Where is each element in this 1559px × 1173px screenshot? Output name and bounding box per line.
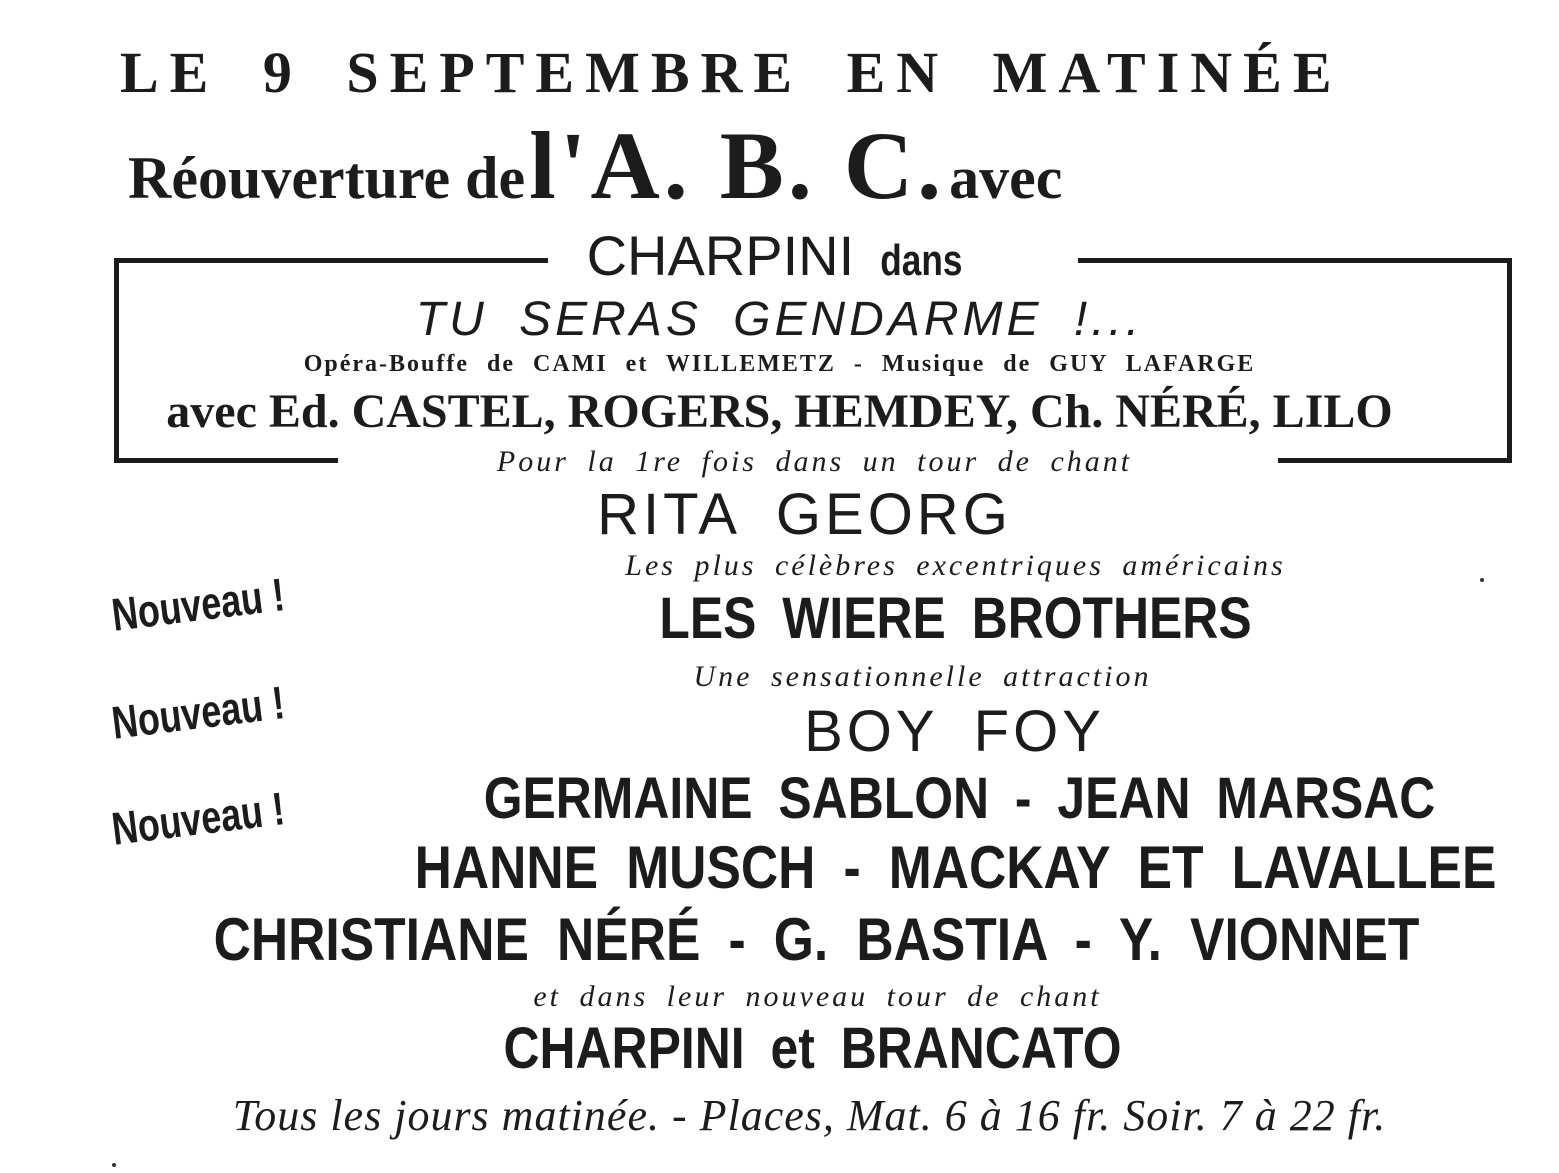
print-speck xyxy=(112,1163,116,1167)
venue-name: l'A. B. C. xyxy=(529,112,946,219)
act-row-2: HANNE MUSCH - MACKAY ET LAVALLEE xyxy=(414,834,1497,901)
act-charpini-brancato: CHARPINI et BRANCATO xyxy=(503,1016,1122,1081)
print-speck xyxy=(1480,578,1484,582)
act-boyfoy-description: Une sensationnelle attraction xyxy=(693,660,1152,693)
play-title: TU SERAS GENDARME !... xyxy=(415,293,1144,346)
nouveau-stamp: Nouveau ! xyxy=(108,676,288,749)
tour-intro: Pour la 1re fois dans un tour de chant xyxy=(496,445,1133,478)
featured-dans: dans xyxy=(879,236,963,285)
featured-performer-line xyxy=(0,224,1559,287)
act-row-1: GERMAINE SABLON - JEAN MARSAC xyxy=(483,766,1436,831)
play-cast: avec Ed. CASTEL, ROGERS, HEMDEY, Ch. NÉRÉ, LILO xyxy=(166,385,1393,438)
nouveau-stamp: Nouveau ! xyxy=(108,782,288,855)
prices-line: Tous les jours matinée. - Places, Mat. 6 à 16 fr. Soir. 7 à 22 fr. xyxy=(232,1091,1387,1140)
reopening-prefix: Réouverture de xyxy=(128,145,526,211)
act-wiere-brothers: LES WIERE BROTHERS xyxy=(659,586,1252,651)
headline: LE 9 SEPTEMBRE EN MATINÉE xyxy=(120,40,1343,105)
act-row-3: CHRISTIANE NÉRÉ - G. BASTIA - Y. VIONNET xyxy=(213,906,1420,973)
play-credits: Opéra-Bouffe de CAMI et WILLEMETZ - Musique de GUY LAFARGE xyxy=(303,351,1256,377)
reopening-suffix: avec xyxy=(949,145,1063,211)
reopening-line xyxy=(128,112,1518,219)
nouveau-stamp: Nouveau ! xyxy=(108,568,288,641)
tour-outro: et dans leur nouveau tour de chant xyxy=(533,980,1102,1013)
act-boy-foy: BOY FOY xyxy=(804,699,1105,764)
act-wiere-description: Les plus célèbres excentriques américains xyxy=(625,549,1286,582)
act-rita-georg: RITA GEORG xyxy=(597,482,1012,547)
featured-performer: CHARPINI xyxy=(586,224,855,287)
